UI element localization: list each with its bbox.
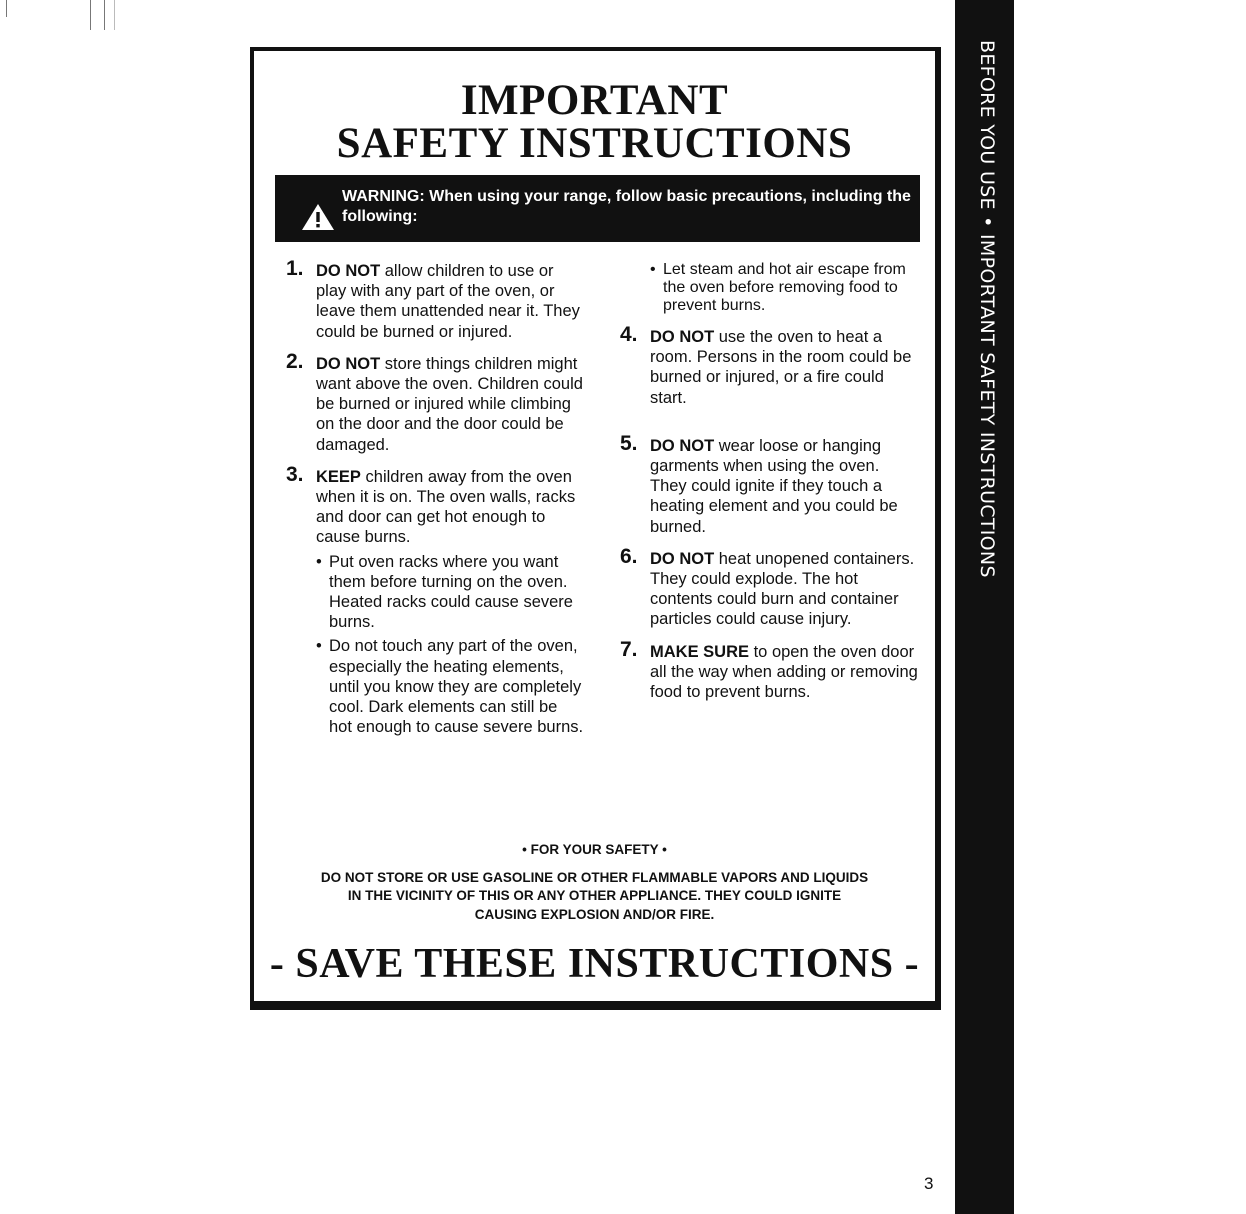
item-number: 3.: [286, 462, 304, 486]
side-tab-label: BEFORE YOU USE • IMPORTANT SAFETY INSTRUCTIONS: [976, 40, 998, 578]
warning-text: WARNING: When using your range, follow basic precautions, including the following:: [342, 188, 911, 225]
instruction-item-3: [284, 462, 584, 738]
scan-mark: [104, 0, 105, 30]
scan-mark: [114, 0, 115, 30]
item-lead: DO NOT: [316, 354, 381, 373]
instruction-item-6: [618, 544, 918, 630]
item-text: to open the oven door all the way when adding or removing food to prevent burns.: [650, 642, 918, 702]
instruction-item-7: [618, 637, 918, 703]
item-number: 1.: [286, 257, 304, 280]
safety-instructions-box: [250, 47, 941, 1010]
item-lead: DO NOT: [650, 549, 715, 568]
item-text: heat unopened containers. They could explode. The hot contents could burn and container particles could cause injury.: [650, 549, 915, 629]
bullet-item: • Do not touch any part of the oven, especially the heating elements, until you know they are completely cool. Dark elements can still be hot enough to cause severe burns.: [316, 636, 584, 737]
warning-banner: [275, 175, 920, 242]
item-lead: DO NOT: [316, 262, 381, 280]
item-text: children away from the oven when it is on. The oven walls, racks and door can get hot enough to cause burns.: [316, 467, 576, 547]
instructions-column-right: [618, 261, 918, 702]
instruction-item-4: [618, 323, 918, 408]
item-number: 7.: [620, 637, 638, 661]
item-number: 5.: [620, 431, 638, 455]
scan-mark: [90, 0, 91, 30]
item-text: use the oven to heat a room. Persons in the room could be burned or injured, or a fire could start.: [650, 328, 912, 407]
item-text: wear loose or hanging garments when using the oven. They could ignite if they touch a heating element and you could be burned.: [650, 436, 898, 536]
instructions-column-left: [284, 257, 584, 737]
instruction-item-5: [618, 431, 918, 537]
scan-mark: [6, 0, 7, 17]
save-instructions-footer: - SAVE THESE INSTRUCTIONS -: [269, 941, 920, 987]
safety-notice: [254, 841, 935, 924]
item-number: 2.: [286, 349, 304, 373]
safety-heading: • FOR YOUR SAFETY •: [522, 842, 667, 857]
item-lead: KEEP: [316, 467, 361, 486]
safety-line-2: IN THE VICINITY OF THIS OR ANY OTHER APPLIANCE. THEY COULD IGNITE: [347, 888, 842, 903]
item-lead: MAKE SURE: [650, 642, 750, 661]
item-text: allow children to use or play with any part of the oven, or leave them unattended near it. They could be burned or injured.: [316, 262, 580, 341]
page-title: [254, 79, 935, 165]
page-number: 3: [924, 1174, 934, 1193]
instruction-item-2: [284, 349, 584, 455]
warning-triangle-icon: [300, 203, 336, 231]
item-lead: DO NOT: [650, 328, 715, 346]
item-number: 4.: [620, 323, 638, 346]
item-text: store things children might want above the oven. Children could be burned or injured while climbing on the door and the door could be damaged.: [316, 354, 583, 454]
item-lead: DO NOT: [650, 436, 715, 455]
item-number: 6.: [620, 544, 638, 568]
bullet-item: • Put oven racks where you want them before turning on the oven. Heated racks could cause severe burns.: [316, 552, 584, 633]
safety-line-3: CAUSING EXPLOSION AND/OR FIRE.: [474, 906, 715, 922]
safety-line-1: DO NOT STORE OR USE GASOLINE OR OTHER FLAMMABLE VAPORS AND LIQUIDS: [320, 869, 869, 885]
title-line-2: SAFETY INSTRUCTIONS: [336, 120, 853, 167]
section-side-tab: [955, 0, 1014, 1214]
instruction-item-1: [284, 257, 584, 342]
title-line-1: IMPORTANT: [460, 77, 729, 124]
bullet-item: • Let steam and hot air escape from the oven before removing food to prevent burns.: [650, 261, 918, 315]
